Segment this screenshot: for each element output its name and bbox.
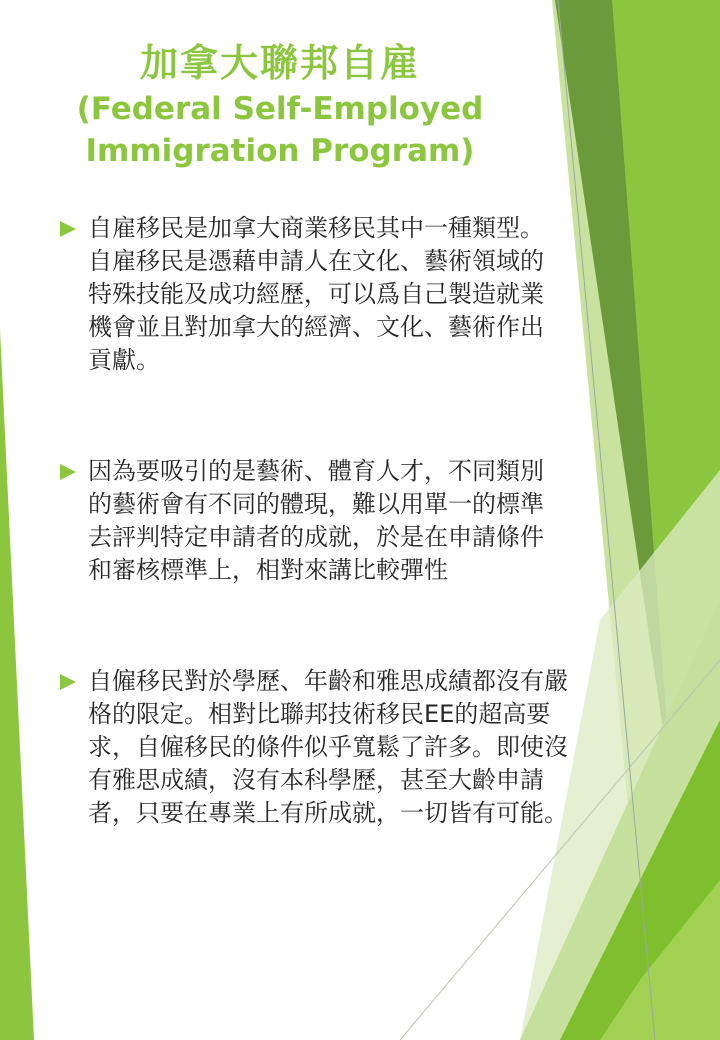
triangle-right-icon	[60, 464, 76, 480]
bullet-text-2: 因為要吸引的是藝術、體育人才，不同類別的藝術會有不同的體現，難以用單一的標準去評判特定申請者的成就，於是在申請條件和審核標準上，相對來講比較彈性	[88, 457, 544, 584]
bullet-text-3: 自僱移民對於學歷、年齡和雅思成績都沒有嚴格的限定。相對比聯邦技術移民EE的超高要求，自僱移民的條件似乎寬鬆了許多。即使沒有雅思成績，沒有本科學歷，甚至大齡申請者，只要在專業上有所成就，一切皆有可能。	[88, 667, 568, 827]
bullet-item-3	[58, 665, 583, 830]
title-chinese: 加拿大聯邦自雇	[139, 41, 420, 85]
left-green-stripe	[0, 330, 34, 1040]
bullet-item-1	[58, 212, 563, 377]
triangle-right-icon	[60, 221, 76, 237]
triangle-right-icon	[60, 674, 76, 690]
page-title	[70, 38, 490, 172]
bullet-item-2	[58, 455, 563, 587]
bullet-text-1: 自雇移民是加拿大商業移民其中一種類型。自雇移民是憑藉申請人在文化、藝術領域的特殊技能及成功經歷，可以爲自己製造就業機會並且對加拿大的經濟、文化、藝術作出貢獻。	[88, 214, 544, 374]
title-english: (Federal Self-Employed Immigration Program)	[76, 91, 484, 169]
